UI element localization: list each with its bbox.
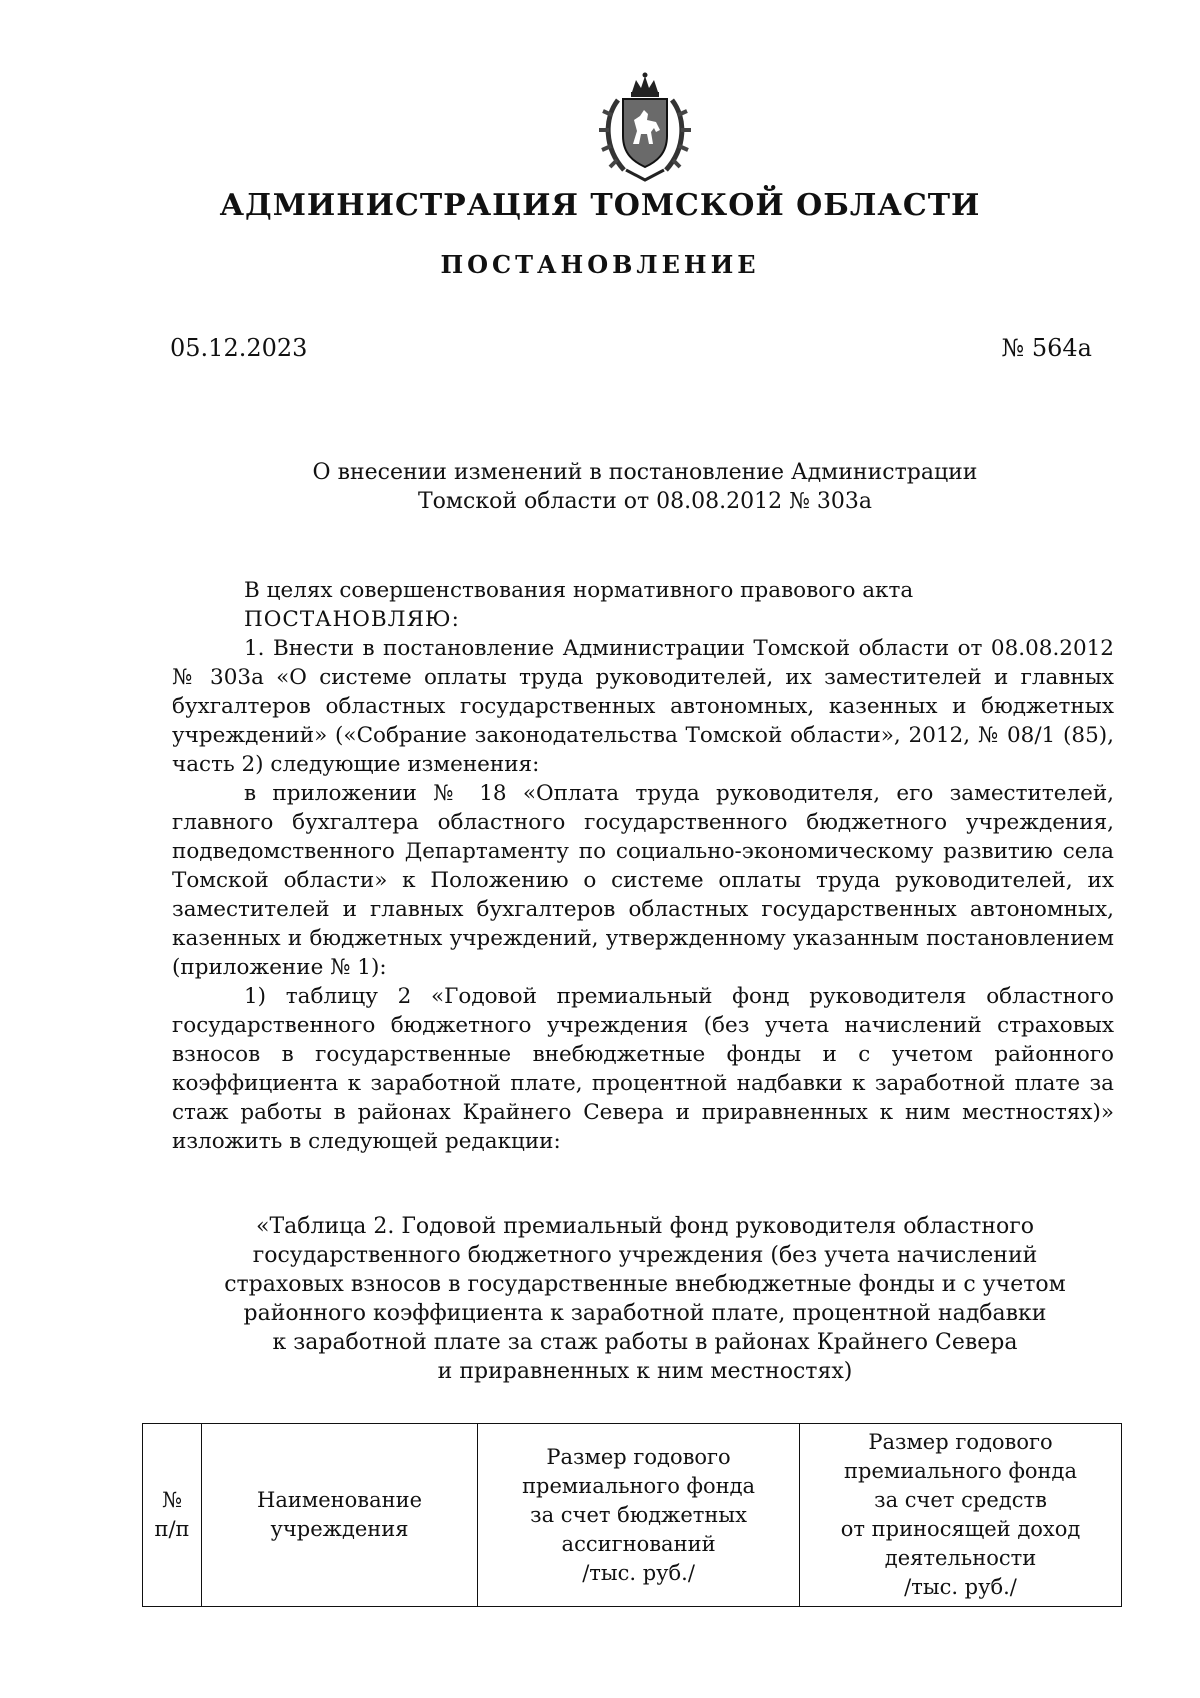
caption-line: страховых взносов в государственные внебюджетные фонды и с учетом <box>224 1272 1066 1297</box>
header-cell-budget-fund: Размер годового премиального фонда за счет бюджетных ассигнований /тыс. руб./ <box>478 1424 800 1607</box>
table-header-row <box>143 1424 1122 1607</box>
header-cell-income-fund: Размер годового премиального фонда за счет средств от приносящей доход деятельности /тыс. руб./ <box>800 1424 1122 1607</box>
header-cell-number: № п/п <box>143 1424 202 1607</box>
caption-line: «Таблица 2. Годовой премиальный фонд руководителя областного <box>255 1214 1035 1239</box>
subitem-1-paragraph: 1) таблицу 2 «Годовой премиальный фонд руководителя областного государственного бюджетного учреждения (без учета начислений страховых взносов в государственные внебюджетные фонды и с учетом районного коэффициента к заработной плате, процентной надбавки к заработной плате за стаж работы в районах Крайнего Севера и приравненных к ним местностях)» изложить в следующей редакции: <box>172 984 1114 1154</box>
caption-line: к заработной плате за стаж работы в районах Крайнего Севера <box>272 1330 1018 1355</box>
premium-fund-table <box>142 1423 1122 1607</box>
document-body <box>172 576 1114 1156</box>
resolve-heading: ПОСТАНОВЛЯЮ: <box>244 607 460 632</box>
caption-line: районного коэффициента к заработной плате, процентной надбавки <box>243 1301 1047 1326</box>
caption-line: государственного бюджетного учреждения (без учета начислений <box>252 1243 1038 1268</box>
tomsk-region-coat-of-arms-icon <box>590 70 700 182</box>
document-title <box>200 458 1090 516</box>
table-caption <box>200 1212 1090 1386</box>
document-type: ПОСТАНОВЛЕНИЕ <box>440 250 760 279</box>
document-number: № 564а <box>1001 334 1092 362</box>
document-date: 05.12.2023 <box>170 334 308 362</box>
title-line: О внесении изменений в постановление Администрации <box>312 460 978 485</box>
title-line: Томской области от 08.08.2012 № 303а <box>417 489 873 514</box>
organization-name: АДМИНИСТРАЦИЯ ТОМСКОЙ ОБЛАСТИ <box>219 188 981 223</box>
appendix-paragraph: в приложении № 18 «Оплата труда руководителя, его заместителей, главного бухгалтера областного государственного бюджетного учреждения, подведомственного Департаменту по социально-экономическому развитию села Томской области» к Положению о системе оплаты труда руководителей, их заместителей и главных бухгалтеров областных государственных автономных, казенных и бюджетных учреждений, утвержденному указанным постановлением (приложение № 1): <box>172 781 1114 980</box>
preamble-paragraph: В целях совершенствования нормативного правового акта <box>244 578 914 603</box>
item-1-paragraph: 1. Внести в постановление Администрации Томской области от 08.08.2012 № 303а «О системе оплаты труда руководителей, их заместителей и главных бухгалтеров областных государственных автономных, казенных и бюджетных учреждений» («Собрание законодательства Томской области», 2012, № 08/1 (85), часть 2) следующие изменения: <box>172 636 1114 777</box>
header-cell-institution-name: Наименование учреждения <box>202 1424 478 1607</box>
caption-line: и приравненных к ним местностях) <box>437 1359 853 1384</box>
